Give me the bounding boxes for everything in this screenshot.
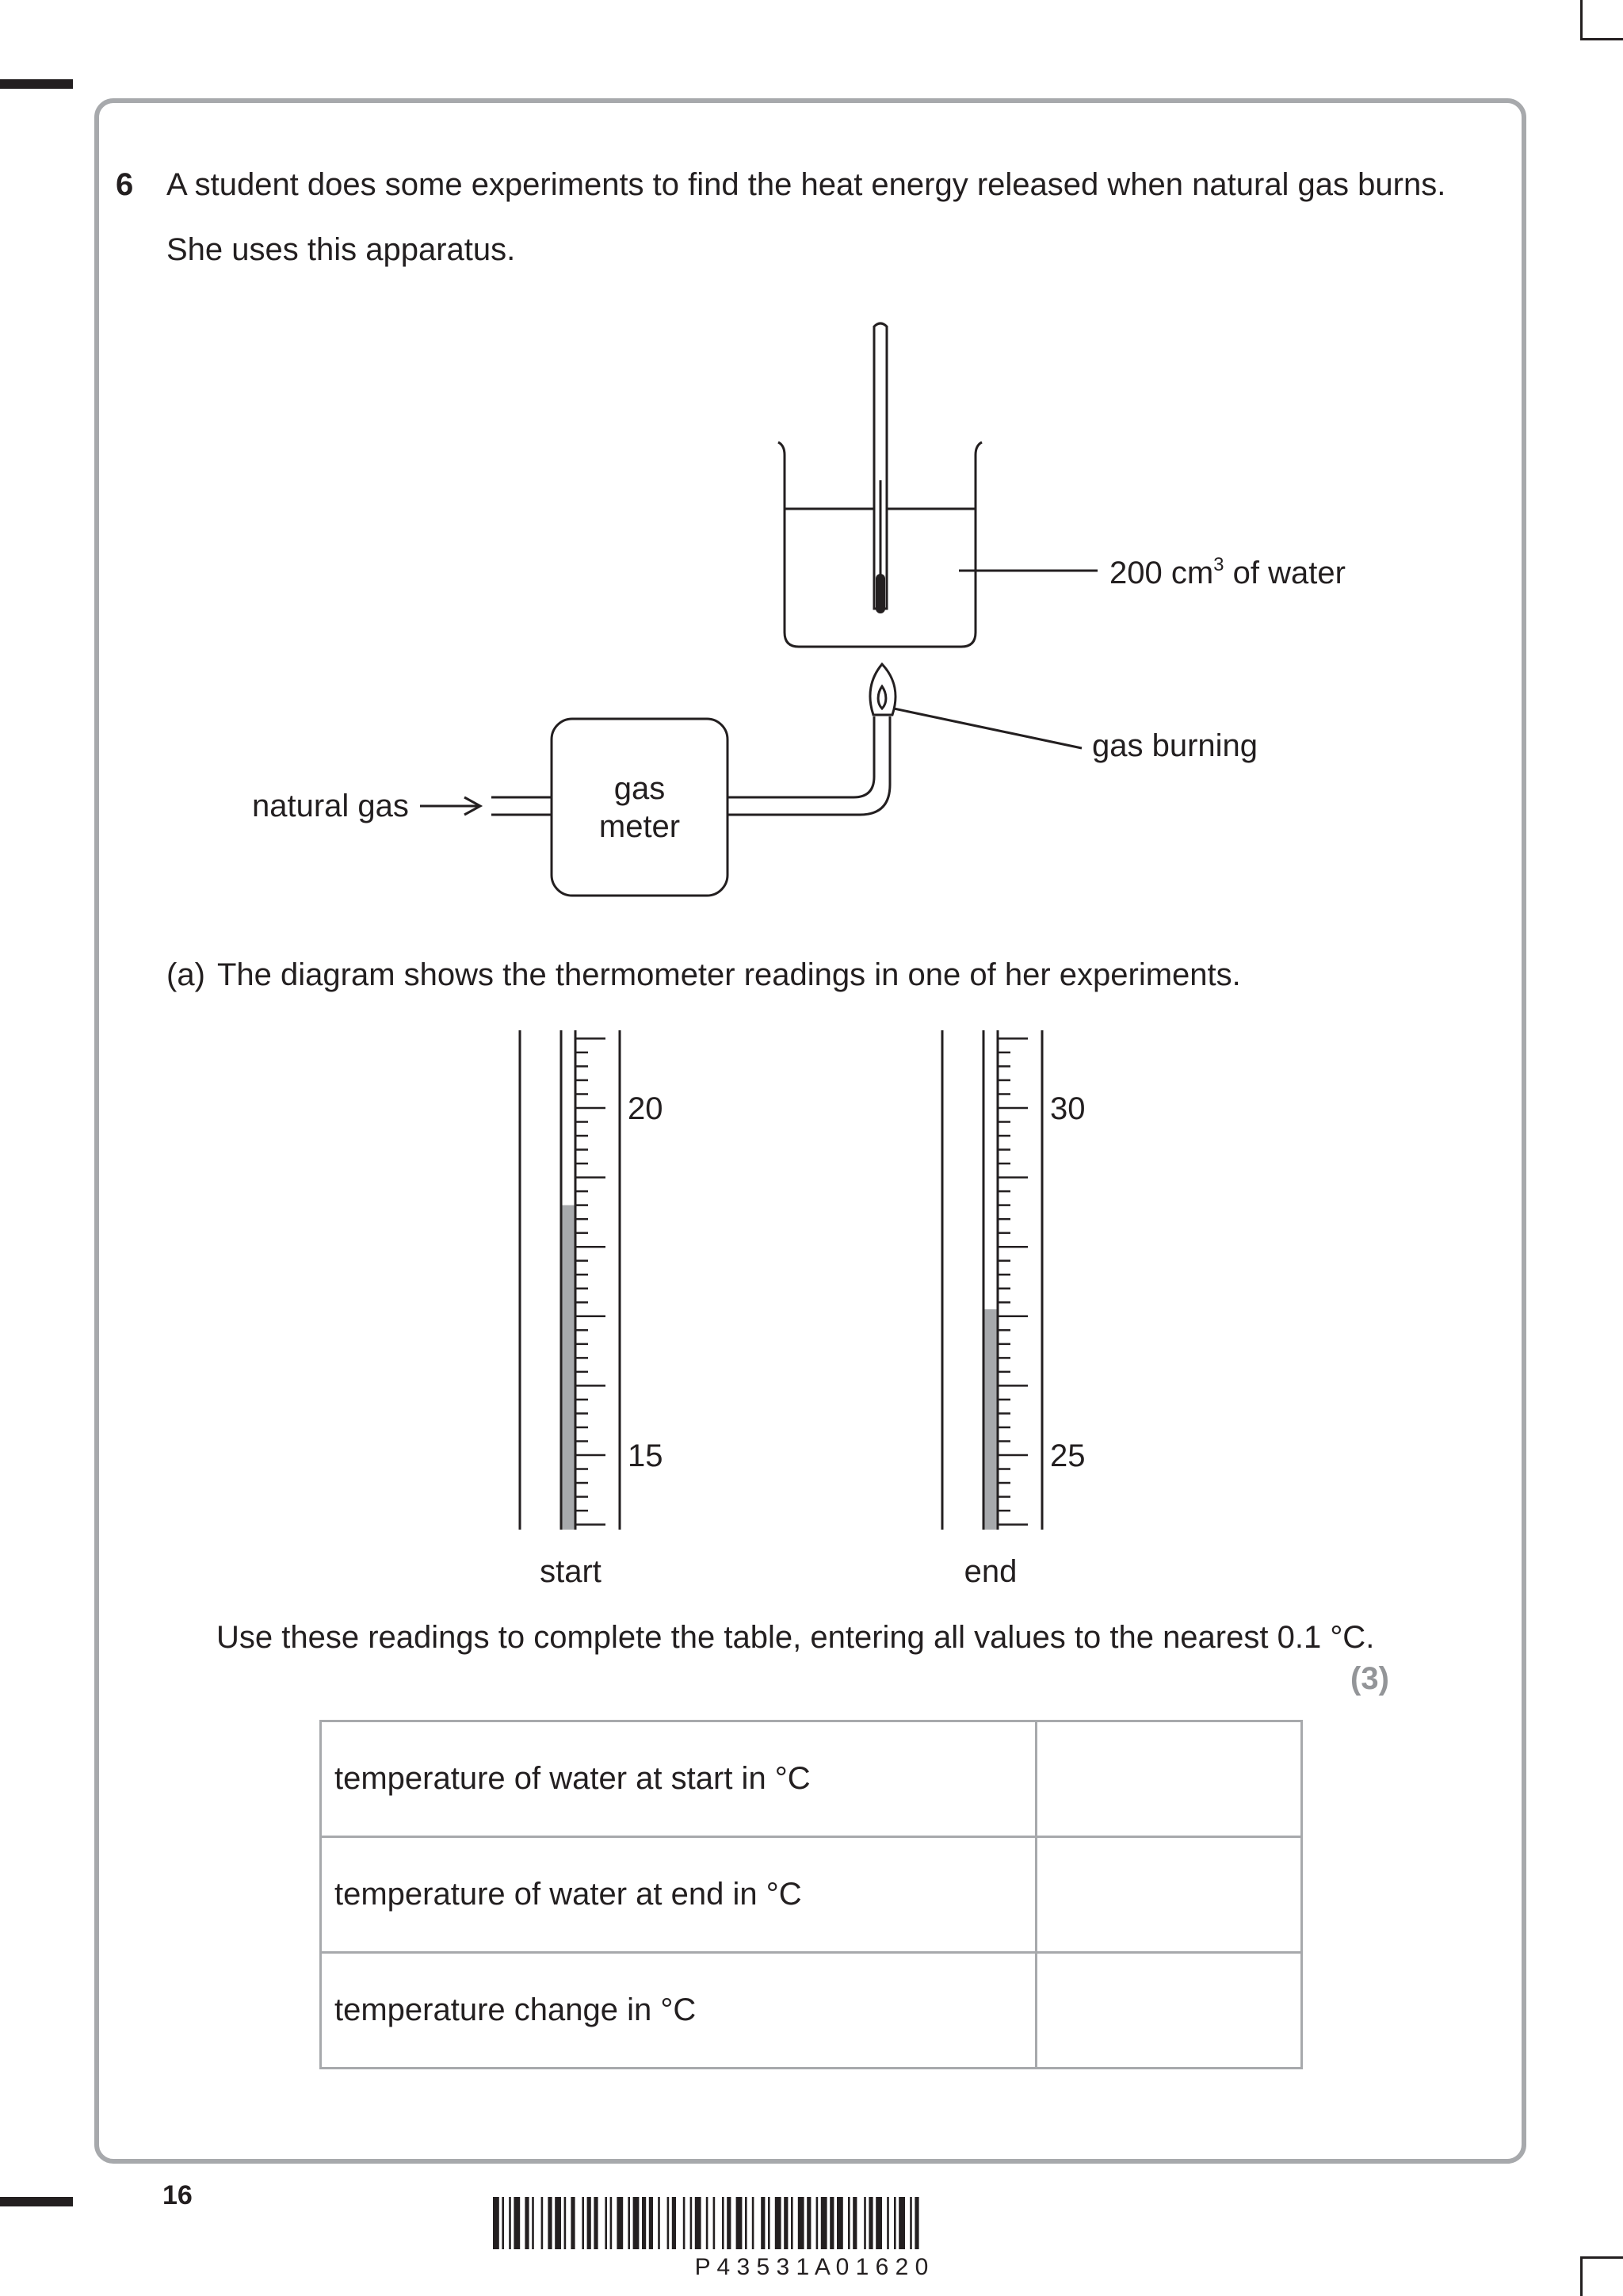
- crop-mark-bottom: [1580, 2256, 1583, 2296]
- barcode-bar: [798, 2197, 804, 2249]
- barcode-bar: [658, 2197, 660, 2249]
- barcode-bar: [564, 2197, 567, 2249]
- page-number: 16: [162, 2180, 193, 2210]
- row-label: temperature of water at end in °C: [321, 1837, 1037, 1953]
- thermometer-start-caption: start: [540, 1554, 601, 1589]
- barcode-bar: [899, 2197, 905, 2249]
- answer-cell-start[interactable]: [1037, 1721, 1302, 1837]
- barcode-bar: [768, 2197, 770, 2249]
- barcode-bar: [915, 2197, 918, 2249]
- crop-mark-bottom-h: [1580, 2256, 1623, 2259]
- apparatus-line: She uses this apparatus.: [166, 232, 516, 267]
- row-label: temperature of water at start in °C: [321, 1721, 1037, 1837]
- barcode-bar: [555, 2197, 561, 2249]
- barcode-bar: [722, 2197, 724, 2249]
- barcode-bar: [706, 2197, 708, 2249]
- thermometer-label-bottom: 15: [628, 1438, 663, 1473]
- barcode-bar: [548, 2197, 552, 2249]
- row-label: temperature change in °C: [321, 1953, 1037, 2069]
- barcode-bar: [910, 2197, 912, 2249]
- barcode-bar: [784, 2197, 788, 2249]
- barcode-bar: [502, 2197, 504, 2249]
- thermometer-start: [520, 1030, 663, 1530]
- barcode-bar: [695, 2197, 701, 2249]
- barcode-bar: [864, 2197, 866, 2249]
- part-a-text: The diagram shows the thermometer readings in one of her experiments.: [217, 957, 1241, 992]
- barcode-bar: [894, 2197, 896, 2249]
- gas-meter-label-line1: gas: [613, 771, 666, 806]
- thermometer-end-caption: end: [964, 1554, 1018, 1589]
- barcode-bar: [683, 2197, 685, 2249]
- water-label: 200 $cm^3$ of water: [1109, 554, 1346, 590]
- barcode-bar: [775, 2197, 781, 2249]
- barcode-bar: [816, 2197, 819, 2249]
- barcode-bar: [853, 2197, 857, 2249]
- barcode-bar: [727, 2197, 731, 2249]
- barcode-bar: [876, 2197, 882, 2249]
- question-intro: A student does some experiments to find the heat energy released when natural gas burns.: [166, 167, 1446, 202]
- apparatus-diagram: [0, 0, 1623, 951]
- barcode-bar: [541, 2197, 544, 2249]
- table-row: [321, 1953, 1302, 2069]
- answer-cell-end[interactable]: [1037, 1837, 1302, 1953]
- barcode-bar: [672, 2197, 676, 2249]
- part-a-label: (a): [166, 957, 205, 992]
- barcode-bar: [525, 2197, 529, 2249]
- part-a-instruction: Use these readings to complete the table, entering all values to the nearest 0.1 °C.: [216, 1620, 1375, 1655]
- barcode-text: P 4 3 5 3 1 A 0 1 6 2 0: [694, 2254, 929, 2279]
- gas-meter-label-line2: meter: [598, 809, 681, 844]
- barcode-bar: [514, 2197, 520, 2249]
- answer-cell-change[interactable]: [1037, 1953, 1302, 2069]
- barcode-bar: [690, 2197, 693, 2249]
- barcode-bar: [633, 2197, 640, 2249]
- thermometer-end: [942, 1030, 1086, 1530]
- thermometer-readings: [0, 1014, 1623, 1593]
- barcode-bar: [667, 2197, 670, 2249]
- gas-meter-box: [552, 719, 727, 896]
- barcode-bar: [837, 2197, 843, 2249]
- table-row: [321, 1837, 1302, 1953]
- barcode-bar: [493, 2197, 499, 2249]
- barcode-bar: [642, 2197, 646, 2249]
- thermometer-liquid-column: [563, 1205, 575, 1530]
- barcode-bar: [582, 2197, 584, 2249]
- barcode-bar: [610, 2197, 613, 2249]
- flame-leader-line: [894, 709, 1082, 748]
- barcode-bar: [649, 2197, 653, 2249]
- inlet-label: natural gas: [252, 789, 409, 823]
- barcode-bar: [628, 2197, 630, 2249]
- thermometer-label-bottom: 25: [1050, 1438, 1086, 1473]
- barcode-image: [493, 2197, 1130, 2279]
- barcode-bar: [791, 2197, 793, 2249]
- barcode-bar: [821, 2197, 827, 2249]
- barcode-bar: [830, 2197, 834, 2249]
- barcode-bar: [745, 2197, 747, 2249]
- barcode-bar: [594, 2197, 598, 2249]
- barcode-bar: [509, 2197, 511, 2249]
- barcode-bar: [752, 2197, 754, 2249]
- barcode-bar: [605, 2197, 607, 2249]
- table-row: [321, 1721, 1302, 1837]
- margin-mark-bottom: [0, 2197, 73, 2206]
- barcode-bar: [887, 2197, 889, 2249]
- thermometer-liquid-column: [985, 1309, 997, 1530]
- water-label-superscript: 3: [1213, 554, 1224, 575]
- flame-label: gas burning: [1092, 728, 1258, 763]
- thermometer-label-top: 30: [1050, 1091, 1086, 1126]
- barcode-bar: [571, 2197, 575, 2249]
- thermometer-label-top: 20: [628, 1091, 663, 1126]
- barcode-bar: [587, 2197, 591, 2249]
- marks-available: (3): [1350, 1661, 1389, 1696]
- barcode-bar: [807, 2197, 811, 2249]
- barcode-bar: [761, 2197, 765, 2249]
- burner-pipe: [727, 716, 874, 797]
- barcode-bar: [617, 2197, 623, 2249]
- barcode-bar: [713, 2197, 716, 2249]
- barcode-bar: [736, 2197, 743, 2249]
- barcode-bar: [848, 2197, 850, 2249]
- barcode-bar: [869, 2197, 873, 2249]
- question-number: 6: [116, 167, 134, 202]
- answer-table: [319, 1720, 1303, 2069]
- barcode-bar: [532, 2197, 534, 2249]
